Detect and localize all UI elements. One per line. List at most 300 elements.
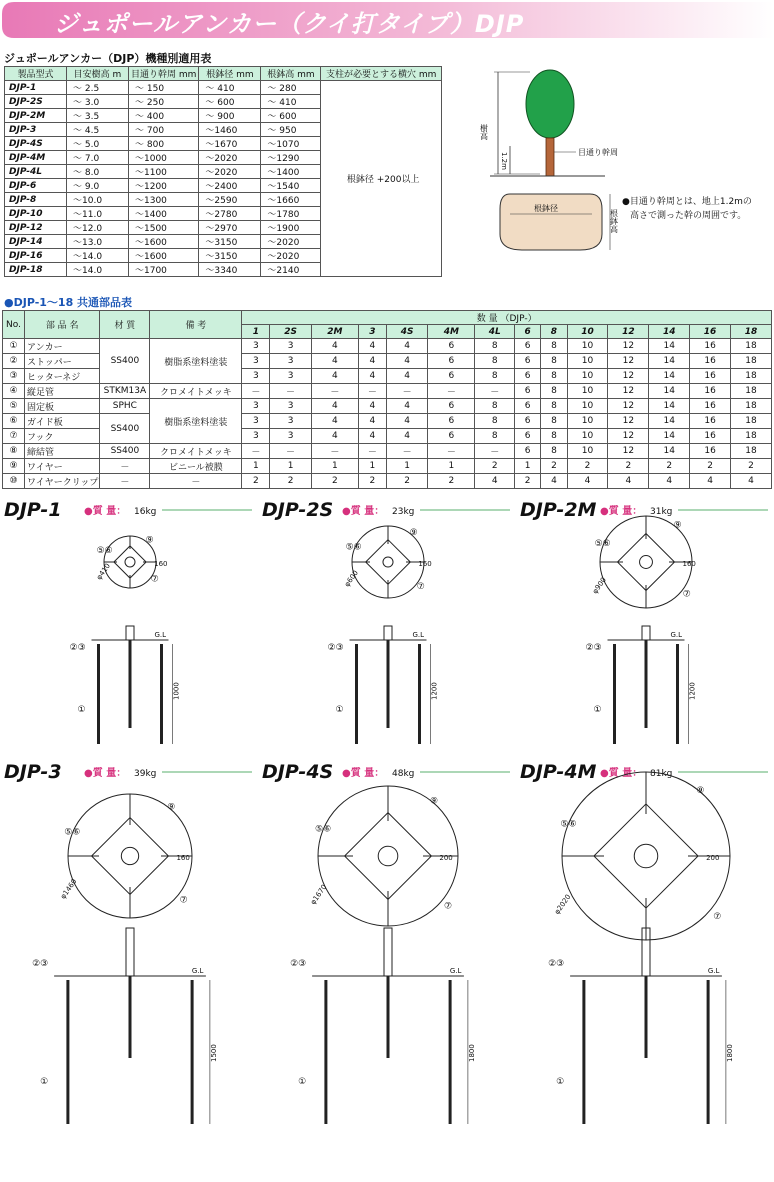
qty-cell: 6	[428, 414, 475, 429]
table-cell: ～ 3.0	[67, 95, 129, 109]
qty-cell: －	[242, 444, 270, 459]
weight-value: 81kg	[650, 769, 673, 779]
qty-cell: 14	[649, 354, 690, 369]
table-cell: ～ 800	[129, 137, 199, 151]
qty-cell: 4	[649, 474, 690, 489]
qty-cell: 1	[311, 459, 358, 474]
model-header: 16	[690, 325, 731, 339]
table-cell: ～ 410	[199, 81, 261, 95]
table-cell: ～3340	[199, 263, 261, 277]
table-row	[5, 81, 442, 95]
qty-cell: 3	[242, 369, 270, 384]
qty-cell: －	[311, 444, 358, 459]
center-post	[384, 928, 392, 976]
qty-cell: 4	[358, 354, 386, 369]
qty-cell: 3	[242, 414, 270, 429]
qty-cell: 8	[541, 429, 567, 444]
table-cell: ～ 400	[129, 109, 199, 123]
qty-cell: 10	[567, 339, 608, 354]
qty-cell: 3	[270, 429, 311, 444]
table-cell: ～2020	[261, 235, 321, 249]
gl-label: G.L	[449, 967, 462, 975]
qty-cell: －	[475, 444, 515, 459]
qty-cell: 8	[541, 354, 567, 369]
table-cell: ～2400	[199, 179, 261, 193]
drawings-area	[0, 492, 774, 1182]
table-cell: ～1300	[129, 193, 199, 207]
col-part: 部 品 名	[25, 311, 100, 339]
qty-cell: 18	[731, 414, 772, 429]
qty-cell: 6	[515, 429, 541, 444]
qty-cell: 4	[311, 369, 358, 384]
qty-cell: 10	[567, 399, 608, 414]
part-material: SPHC	[100, 399, 150, 414]
callout-9: ⑨	[673, 520, 682, 531]
table-cell: DJP-2M	[5, 109, 67, 123]
qty-cell: 6	[515, 339, 541, 354]
weight-value: 31kg	[650, 507, 673, 517]
weight-label: ●質 量：	[342, 768, 385, 779]
qty-cell: 18	[731, 369, 772, 384]
qty-cell: －	[358, 384, 386, 399]
callout-1: ①	[335, 705, 344, 715]
qty-cell: 6	[428, 354, 475, 369]
center-post	[384, 626, 392, 640]
label-1-2m: 1.2m	[500, 152, 508, 170]
table-row	[3, 414, 772, 429]
qty-cell: 4	[386, 429, 427, 444]
table-cell: DJP-8	[5, 193, 67, 207]
part-name: ヒッターネジ	[25, 369, 100, 384]
page-title: ジュポールアンカー（クイ打タイプ）DJP	[54, 10, 525, 38]
qty-cell: 8	[541, 414, 567, 429]
plan-center	[640, 556, 653, 569]
part-name: 固定板	[25, 399, 100, 414]
qty-cell: 2	[358, 474, 386, 489]
part-name: 締結管	[25, 444, 100, 459]
table-cell: ～ 4.5	[67, 123, 129, 137]
table-cell: ～ 900	[199, 109, 261, 123]
qty-cell: 14	[649, 444, 690, 459]
qty-cell: 6	[428, 399, 475, 414]
part-number: ⑥	[3, 414, 25, 429]
qty-cell: －	[386, 384, 427, 399]
qty-cell: 2	[649, 459, 690, 474]
qty-cell: －	[242, 384, 270, 399]
qty-cell: 2	[690, 459, 731, 474]
qty-cell: 4	[386, 414, 427, 429]
col-no: No.	[3, 311, 25, 339]
table-cell: ～1700	[129, 263, 199, 277]
qty-cell: －	[270, 444, 311, 459]
callout-1: ①	[77, 705, 86, 715]
qty-cell: 3	[270, 414, 311, 429]
gl-label: G.L	[670, 631, 683, 639]
part-number: ⑩	[3, 474, 25, 489]
model-header: 1	[242, 325, 270, 339]
callout-1: ①	[40, 1077, 49, 1087]
qty-cell: 2	[515, 474, 541, 489]
depth-label: 1500	[209, 1044, 218, 1062]
model-header: 2M	[311, 325, 358, 339]
col-model: 製品型式	[5, 67, 67, 81]
qty-cell: 4	[608, 474, 649, 489]
weight-value: 16kg	[134, 507, 157, 517]
label-root-height: 根鉢高	[609, 209, 619, 233]
qty-cell: 6	[428, 369, 475, 384]
part-remark: 樹脂系塗料塗装	[150, 399, 242, 444]
qty-cell: 8	[475, 414, 515, 429]
weight-label: ●質 量：	[600, 506, 643, 517]
qty-cell: 2	[475, 459, 515, 474]
center-post	[126, 928, 134, 976]
qty-cell: 8	[541, 339, 567, 354]
drawing-title: DJP-3	[4, 761, 62, 783]
qty-cell: 10	[567, 384, 608, 399]
part-number: ⑧	[3, 444, 25, 459]
table-cell: ～ 7.0	[67, 151, 129, 165]
qty-cell: 14	[649, 369, 690, 384]
qty-cell: 4	[386, 339, 427, 354]
col-hole: 支柱が必要とする横穴 mm	[321, 67, 442, 81]
qty-cell: 8	[475, 339, 515, 354]
part-material: SS400	[100, 339, 150, 384]
qty-cell: 4	[690, 474, 731, 489]
part-material: －	[100, 459, 150, 474]
part-number: ③	[3, 369, 25, 384]
table-cell: DJP-6	[5, 179, 67, 193]
model-header: 12	[608, 325, 649, 339]
qty-cell: 4	[358, 414, 386, 429]
table-cell: DJP-14	[5, 235, 67, 249]
label-tree-height: 樹高	[480, 124, 489, 140]
qty-cell: 4	[386, 369, 427, 384]
parts-table	[2, 310, 772, 489]
qty-cell: 4	[541, 474, 567, 489]
qty-cell: 2	[311, 474, 358, 489]
qty-cell: 6	[515, 369, 541, 384]
qty-cell: 2	[541, 459, 567, 474]
table-cell: ～3150	[199, 249, 261, 263]
table-cell: ～1500	[129, 221, 199, 235]
part-number: ①	[3, 339, 25, 354]
qty-cell: 14	[649, 384, 690, 399]
table-row	[3, 444, 772, 459]
part-remark: 樹脂系塗料塗装	[150, 339, 242, 384]
table-cell: ～ 280	[261, 81, 321, 95]
part-material: －	[100, 474, 150, 489]
callout-9: ⑨	[696, 786, 705, 796]
table-cell: ～14.0	[67, 249, 129, 263]
table-cell: ～1670	[199, 137, 261, 151]
qty-cell: 14	[649, 399, 690, 414]
callout-56: ⑤⑥	[315, 824, 332, 835]
qty-cell: 3	[242, 429, 270, 444]
qty-cell: 1	[515, 459, 541, 474]
table-cell: ～1070	[261, 137, 321, 151]
dia-label: φ2020	[553, 892, 573, 916]
qty-cell: 3	[270, 369, 311, 384]
part-name: ガイド板	[25, 414, 100, 429]
center-post	[126, 626, 134, 640]
dim-label: 160	[418, 560, 432, 568]
qty-cell: 18	[731, 444, 772, 459]
col-tree-height: 目安樹高 m	[67, 67, 129, 81]
callout-7: ⑦	[416, 582, 425, 592]
qty-cell: 6	[428, 429, 475, 444]
qty-cell: 1	[428, 459, 475, 474]
depth-label: 1000	[172, 682, 181, 700]
callout-9: ⑨	[167, 802, 176, 813]
col-qty-group: 数 量 （DJP-）	[242, 311, 772, 325]
qty-cell: 3	[242, 399, 270, 414]
table-cell: ～ 700	[129, 123, 199, 137]
qty-cell: 10	[567, 354, 608, 369]
table-cell: ～2020	[261, 249, 321, 263]
table-cell: ～3150	[199, 235, 261, 249]
dia-label: φ600	[343, 569, 360, 589]
dia-label: φ410	[95, 562, 112, 582]
plan-center	[121, 847, 138, 864]
col-material: 材 質	[100, 311, 150, 339]
gl-label: G.L	[707, 967, 720, 975]
table2-title: ●DJP-1～18 共通部品表	[4, 296, 133, 309]
part-remark: ビニール被膜	[150, 459, 242, 474]
qty-cell: 8	[475, 429, 515, 444]
qty-cell: 10	[567, 444, 608, 459]
callout-56: ⑤⑥	[96, 545, 113, 556]
weight-value: 48kg	[392, 769, 415, 779]
qty-cell: 8	[541, 369, 567, 384]
table-cell: DJP-18	[5, 263, 67, 277]
callout-23: ②③	[548, 959, 565, 969]
col-root-dia: 根鉢径 mm	[199, 67, 261, 81]
callout-9: ⑨	[430, 796, 439, 807]
qty-cell: 3	[270, 354, 311, 369]
label-trunk-circ: 目通り幹周	[578, 148, 618, 157]
callout-7: ⑦	[179, 895, 188, 906]
part-material: STKM13A	[100, 384, 150, 399]
qty-cell: 12	[608, 399, 649, 414]
qty-cell: 2	[270, 474, 311, 489]
table-cell: ～11.0	[67, 207, 129, 221]
callout-23: ②③	[290, 959, 307, 969]
note-line1: ●目通り幹周とは、地上1.2mの	[622, 197, 752, 207]
callout-56: ⑤⑥	[594, 538, 611, 549]
table-cell: ～ 950	[261, 123, 321, 137]
qty-cell: 18	[731, 354, 772, 369]
table-cell: ～ 600	[199, 95, 261, 109]
part-material: SS400	[100, 444, 150, 459]
qty-cell: 18	[731, 429, 772, 444]
table-cell: ～1600	[129, 249, 199, 263]
table-cell: ～1000	[129, 151, 199, 165]
gl-label: G.L	[412, 631, 425, 639]
plan-frame	[366, 540, 411, 585]
table-cell: ～14.0	[67, 263, 129, 277]
table-cell: ～13.0	[67, 235, 129, 249]
qty-cell: 2	[731, 459, 772, 474]
callout-1: ①	[593, 705, 602, 715]
callout-56: ⑤⑥	[64, 827, 81, 838]
qty-cell: 6	[515, 444, 541, 459]
table-cell: ～2140	[261, 263, 321, 277]
qty-cell: 12	[608, 369, 649, 384]
qty-cell: 3	[270, 339, 311, 354]
table-cell: ～2020	[199, 151, 261, 165]
qty-cell: 16	[690, 354, 731, 369]
qty-cell: －	[311, 384, 358, 399]
qty-cell: 16	[690, 339, 731, 354]
col-remark: 備 考	[150, 311, 242, 339]
table-cell: ～2590	[199, 193, 261, 207]
plan-frame	[617, 533, 674, 590]
qty-cell: 4	[358, 369, 386, 384]
qty-cell: 4	[475, 474, 515, 489]
callout-7: ⑦	[682, 589, 691, 600]
table-cell: ～ 410	[261, 95, 321, 109]
table-cell: ～12.0	[67, 221, 129, 235]
qty-cell: 16	[690, 384, 731, 399]
table-cell: DJP-4M	[5, 151, 67, 165]
label-root-dia: 根鉢径	[534, 204, 558, 213]
table-cell: ～ 2.5	[67, 81, 129, 95]
drawing-title: DJP-2S	[262, 499, 334, 521]
table-cell: DJP-4S	[5, 137, 67, 151]
table-cell: DJP-2S	[5, 95, 67, 109]
table-cell: ～2970	[199, 221, 261, 235]
table-cell: ～2780	[199, 207, 261, 221]
qty-cell: 4	[311, 339, 358, 354]
table-cell: ～1900	[261, 221, 321, 235]
qty-cell: 10	[567, 369, 608, 384]
qty-cell: 4	[311, 354, 358, 369]
qty-cell: 4	[386, 399, 427, 414]
qty-cell: 12	[608, 414, 649, 429]
callout-23: ②③	[585, 643, 602, 653]
callout-1: ①	[298, 1077, 307, 1087]
qty-cell: 3	[242, 354, 270, 369]
dia-label: φ900	[591, 576, 608, 596]
part-name: ワイヤー	[25, 459, 100, 474]
part-number: ④	[3, 384, 25, 399]
dia-label: φ1670	[309, 883, 329, 907]
model-header: 8	[541, 325, 567, 339]
qty-cell: 18	[731, 384, 772, 399]
table-cell: ～1540	[261, 179, 321, 193]
qty-cell: 1	[358, 459, 386, 474]
table-cell: ～1100	[129, 165, 199, 179]
weight-label: ●質 量：	[84, 506, 127, 517]
part-name: フック	[25, 429, 100, 444]
plan-frame	[92, 818, 169, 895]
plan-center	[125, 557, 135, 567]
weight-value: 39kg	[134, 769, 157, 779]
table-cell: ～1400	[261, 165, 321, 179]
qty-cell: 16	[690, 429, 731, 444]
center-post	[642, 626, 650, 640]
qty-cell: 8	[541, 384, 567, 399]
depth-label: 1200	[688, 682, 697, 700]
qty-cell: －	[475, 384, 515, 399]
qty-cell: 2	[567, 459, 608, 474]
part-remark: クロメイトメッキ	[150, 384, 242, 399]
table-cell: ～2020	[199, 165, 261, 179]
qty-cell: 1	[270, 459, 311, 474]
dim-label: 160	[682, 560, 696, 568]
qty-cell: 14	[649, 339, 690, 354]
table-cell: ～1400	[129, 207, 199, 221]
part-name: アンカー	[25, 339, 100, 354]
part-remark: クロメイトメッキ	[150, 444, 242, 459]
qty-cell: 3	[242, 339, 270, 354]
part-material: SS400	[100, 414, 150, 444]
qty-cell: 1	[242, 459, 270, 474]
dim-label: 200	[706, 854, 720, 862]
callout-56: ⑤⑥	[345, 542, 362, 553]
callout-1: ①	[556, 1077, 565, 1087]
title-banner	[0, 0, 774, 40]
qty-cell: 6	[515, 399, 541, 414]
table-cell: ～1600	[129, 235, 199, 249]
plan-frame	[345, 813, 432, 900]
drawing-title: DJP-4M	[520, 761, 597, 783]
qty-cell: 10	[567, 429, 608, 444]
table-cell: ～1780	[261, 207, 321, 221]
qty-cell: 6	[515, 414, 541, 429]
col-root-height: 根鉢高 mm	[261, 67, 321, 81]
qty-cell: 12	[608, 354, 649, 369]
table-cell: ～10.0	[67, 193, 129, 207]
table-cell: ～ 3.5	[67, 109, 129, 123]
qty-cell: 18	[731, 399, 772, 414]
callout-23: ②③	[327, 643, 344, 653]
table-row	[3, 459, 772, 474]
qty-cell: 12	[608, 339, 649, 354]
qty-cell: 4	[311, 399, 358, 414]
table-cell: DJP-1	[5, 81, 67, 95]
weight-value: 23kg	[392, 507, 415, 517]
table1-title: ジュポールアンカー（DJP）機種別適用表	[4, 52, 212, 65]
qty-cell: 6	[515, 354, 541, 369]
callout-9: ⑨	[409, 528, 418, 538]
table-cell: DJP-16	[5, 249, 67, 263]
qty-cell: 2	[242, 474, 270, 489]
qty-cell: 12	[608, 429, 649, 444]
qty-cell: 4	[358, 399, 386, 414]
qty-cell: －	[428, 384, 475, 399]
qty-cell: 12	[608, 444, 649, 459]
qty-cell: 16	[690, 369, 731, 384]
table-cell: DJP-12	[5, 221, 67, 235]
qty-cell: 8	[541, 399, 567, 414]
qty-cell: 18	[731, 339, 772, 354]
model-header: 4M	[428, 325, 475, 339]
qty-cell: 8	[475, 399, 515, 414]
table-cell: DJP-4L	[5, 165, 67, 179]
depth-label: 1800	[725, 1044, 734, 1062]
table-cell: DJP-10	[5, 207, 67, 221]
part-name: 縦足管	[25, 384, 100, 399]
qty-cell: 6	[515, 384, 541, 399]
model-header: 18	[731, 325, 772, 339]
part-number: ⑨	[3, 459, 25, 474]
qty-cell: 12	[608, 384, 649, 399]
qty-cell: 4	[386, 354, 427, 369]
plan-center	[378, 846, 398, 866]
qty-cell: 4	[731, 474, 772, 489]
qty-cell: 16	[690, 414, 731, 429]
